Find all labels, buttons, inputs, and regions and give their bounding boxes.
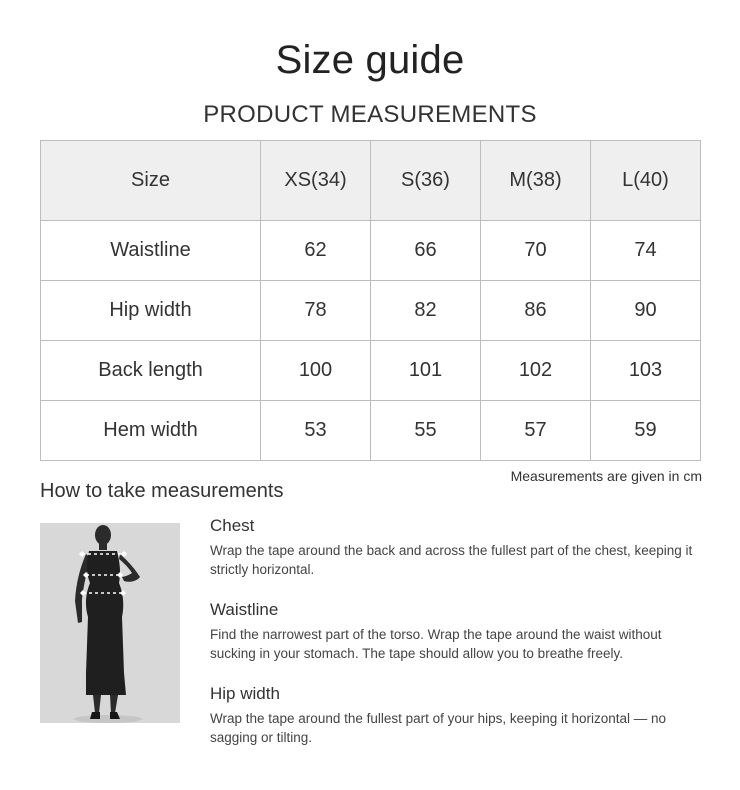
units-note: Measurements are given in cm <box>510 468 702 484</box>
header-cell: L(40) <box>591 141 701 221</box>
instruction-hip-width <box>210 684 710 768</box>
header-cell: Size <box>41 141 261 221</box>
measurement-instructions <box>210 516 710 768</box>
table-cell: 102 <box>481 341 591 401</box>
instruction-title: Chest <box>210 516 255 535</box>
instruction-chest <box>210 516 710 600</box>
header-cell: XS(34) <box>261 141 371 221</box>
page-title: Size guide <box>275 38 465 82</box>
table-cell: 90 <box>591 281 701 341</box>
instruction-text: Find the narrowest part of the torso. Wrap the tape around the waist without sucking in your stomach. The tape should allow you to breathe freely. <box>210 627 662 661</box>
instruction-waistline <box>210 600 710 684</box>
page-subtitle: PRODUCT MEASUREMENTS <box>203 101 537 128</box>
how-to-title: How to take measurements <box>40 480 284 502</box>
table-cell: 66 <box>371 221 481 281</box>
table-cell: 82 <box>371 281 481 341</box>
instruction-text: Wrap the tape around the fullest part of your hips, keeping it horizontal — no sagging or tilting. <box>210 711 667 745</box>
table-cell: 57 <box>481 401 591 461</box>
header-cell: M(38) <box>481 141 591 221</box>
instruction-title: Hip width <box>210 684 280 703</box>
instruction-text: Wrap the tape around the back and across the fullest part of the chest, keeping it strictly horizontal. <box>210 543 693 577</box>
table-cell: 59 <box>591 401 701 461</box>
table-cell: 86 <box>481 281 591 341</box>
model-measurement-figure <box>40 523 180 723</box>
instruction-title: Waistline <box>210 600 279 619</box>
table-cell: 103 <box>591 341 701 401</box>
table-cell: 78 <box>261 281 371 341</box>
table-header-row <box>41 141 701 221</box>
table-cell: 53 <box>261 401 371 461</box>
row-label: Hip width <box>41 281 261 341</box>
table-cell: 100 <box>261 341 371 401</box>
table-row <box>41 341 701 401</box>
row-label: Waistline <box>41 221 261 281</box>
table-cell: 55 <box>371 401 481 461</box>
header-cell: S(36) <box>371 141 481 221</box>
row-label: Back length <box>41 341 261 401</box>
table-cell: 70 <box>481 221 591 281</box>
table-row <box>41 221 701 281</box>
table-cell: 101 <box>371 341 481 401</box>
table-cell: 74 <box>591 221 701 281</box>
table-row <box>41 401 701 461</box>
size-table <box>40 140 701 461</box>
model-silhouette-icon <box>40 523 180 723</box>
table-row <box>41 281 701 341</box>
row-label: Hem width <box>41 401 261 461</box>
table-cell: 62 <box>261 221 371 281</box>
